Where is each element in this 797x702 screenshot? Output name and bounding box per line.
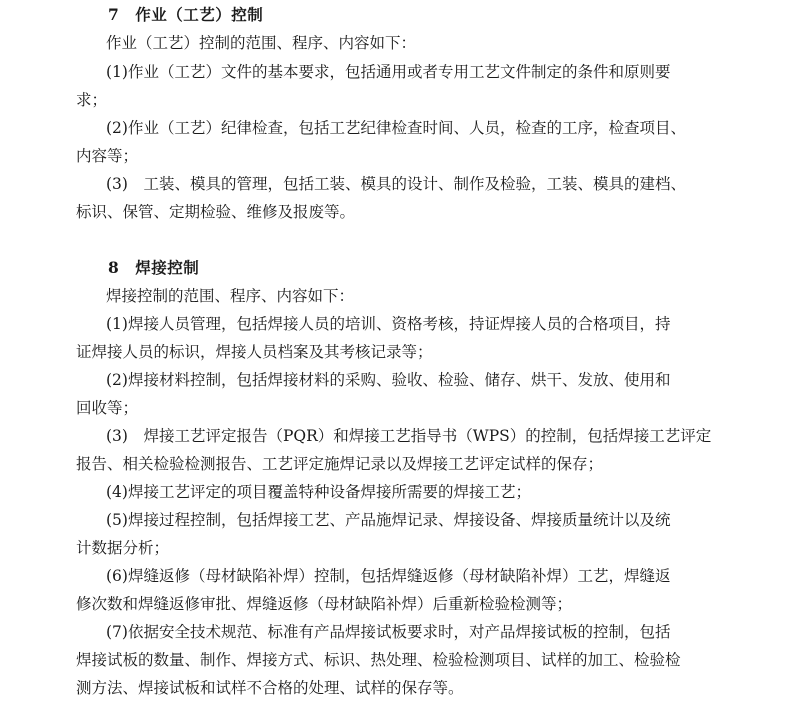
section-8-item-5-cont: 计数据分析； [76,539,170,557]
section-8-item-7-cont-2: 测方法、焊接试板和试样不合格的处理、试样的保存等。 [76,679,464,697]
section-8-item-7-cont-1: 焊接试板的数量、制作、焊接方式、标识、热处理、检验检测项目、试样的加工、检验检 [76,651,681,669]
section-8-item-4: (4)焊接工艺评定的项目覆盖特种设备焊接所需要的焊接工艺； [106,483,531,501]
section-7-heading: 7 作业（工艺）控制 [108,5,264,24]
section-7-item-1: (1)作业（工艺）文件的基本要求，包括通用或者专用工艺文件制定的条件和原则要 [106,63,671,81]
section-8-item-5: (5)焊接过程控制，包括焊接工艺、产品施焊记录、焊接设备、焊接质量统计以及统 [106,511,671,529]
section-8-item-3-cont: 报告、相关检验检测报告、工艺评定施焊记录以及焊接工艺评定试样的保存； [76,455,604,473]
section-8-item-1: (1)焊接人员管理，包括焊接人员的培训、资格考核，持证焊接人员的合格项目，持 [106,315,671,333]
section-8-item-2: (2)焊接材料控制，包括焊接材料的采购、验收、检验、储存、烘干、发放、使用和 [106,371,671,389]
section-8-item-1-cont: 证焊接人员的标识，焊接人员档案及其考核记录等； [76,343,433,361]
section-8-item-3: (3) 焊接工艺评定报告（PQR）和焊接工艺指导书（WPS）的控制，包括焊接工艺评定 [106,427,712,445]
section-8-item-7: (7)依据安全技术规范、标准有产品焊接试板要求时，对产品焊接试板的控制，包括 [106,623,671,641]
section-7-intro: 作业（工艺）控制的范围、程序、内容如下： [106,34,417,52]
section-8-item-6: (6)焊缝返修（母材缺陷补焊）控制，包括焊缝返修（母材缺陷补焊）工艺，焊缝返 [106,567,671,585]
section-8-item-2-cont: 回收等； [76,399,139,417]
section-7-item-1-cont: 求； [76,91,108,109]
section-7-item-3: (3) 工装、模具的管理，包括工装、模具的设计、制作及检验，工装、模具的建档、 [106,175,686,193]
section-7-item-3-cont: 标识、保管、定期检验、维修及报废等。 [76,203,356,221]
section-8-heading: 8 焊接控制 [108,258,200,277]
section-8-intro: 焊接控制的范围、程序、内容如下： [106,287,355,305]
section-7-item-2: (2)作业（工艺）纪律检查，包括工艺纪律检查时间、人员，检查的工序，检查项目、 [106,119,686,137]
section-8-item-6-cont: 修次数和焊缝返修审批、焊缝返修（母材缺陷补焊）后重新检验检测等； [76,595,573,613]
section-7-item-2-cont: 内容等； [76,147,139,165]
